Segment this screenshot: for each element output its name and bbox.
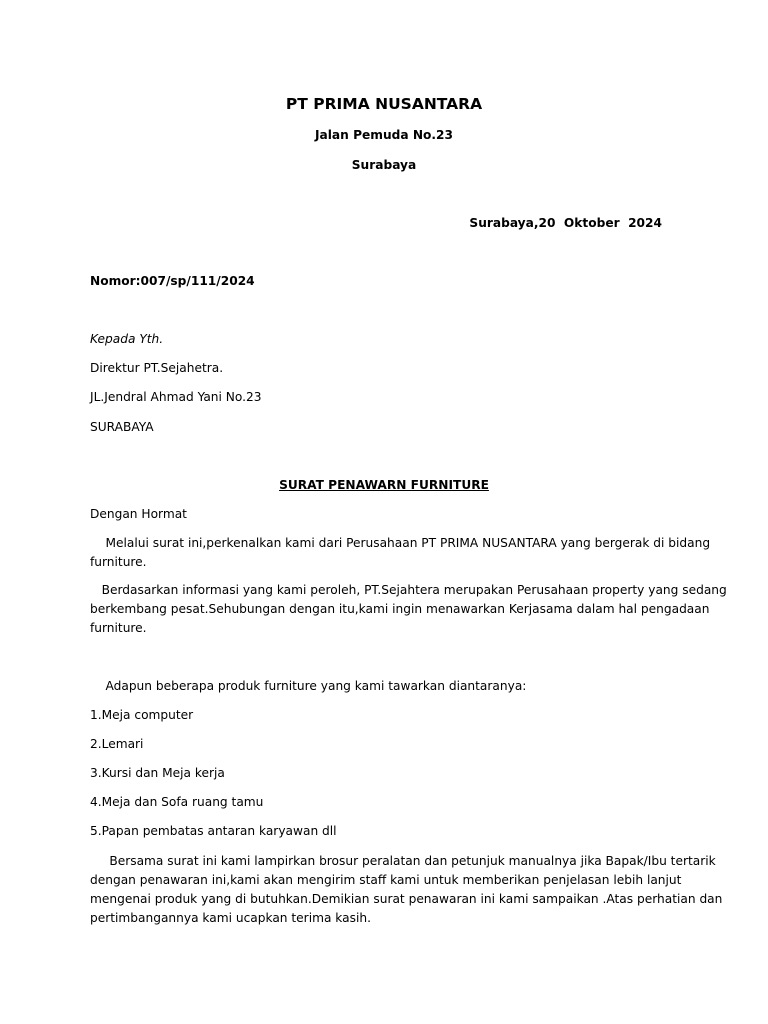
company-city: Surabaya [351,158,417,172]
letter-number: Nomor:007/sp/111/2024 [90,274,255,288]
paragraph-background [90,581,727,638]
product-item: 4.Meja dan Sofa ruang tamu [90,795,264,809]
product-item: 5.Papan pembatas antaran karyawan dll [90,824,337,838]
letter-date: Surabaya,20 Oktober 2024 [469,216,662,230]
recipient-city: SURABAYA [90,420,154,434]
paragraph-line: furniture. [90,555,147,569]
product-item: 1.Meja computer [90,708,194,722]
paragraph-line: dengan penawaran ini,kami akan mengirim staff kami untuk memberikan penjelasan lebih lanjut [90,873,682,887]
recipient-name: Direktur PT.Sejahetra. [90,361,224,375]
paragraph-line: berkembang pesat.Sehubungan dengan itu,kami ingin menawarkan Kerjasama dalam hal pengadaan [90,602,710,616]
product-item: 3.Kursi dan Meja kerja [90,766,225,780]
paragraph-intro [90,534,711,572]
product-item: 2.Lemari [90,737,144,751]
paragraph-closing [90,852,723,928]
paragraph-line: mengenai produk yang di butuhkan.Demikian surat penawaran ini kami sampaikan .Atas perhatian dan [90,892,723,906]
company-name: PT PRIMA NUSANTARA [285,95,483,113]
paragraph-line: furniture. [90,621,147,635]
recipient-address: JL.Jendral Ahmad Yani No.23 [90,390,262,404]
letter-subject: SURAT PENAWARN FURNITURE [279,478,489,492]
company-address: Jalan Pemuda No.23 [314,128,453,142]
paragraph-line: pertimbangannya kami ucapkan terima kasih. [90,911,371,925]
paragraph-line: Berdasarkan informasi yang kami peroleh, PT.Sejahtera merupakan Perusahaan property yang sedang [90,583,727,597]
recipient-salutation: Kepada Yth. [90,332,164,346]
greeting: Dengan Hormat [90,507,187,521]
paragraph-line: Bersama surat ini kami lampirkan brosur peralatan dan petunjuk manualnya jika Bapak/Ibu tertarik [90,854,716,868]
paragraph-line: Melalui surat ini,perkenalkan kami dari Perusahaan PT PRIMA NUSANTARA yang bergerak di bidang [90,536,711,550]
products-intro: Adapun beberapa produk furniture yang kami tawarkan diantaranya: [90,679,527,693]
